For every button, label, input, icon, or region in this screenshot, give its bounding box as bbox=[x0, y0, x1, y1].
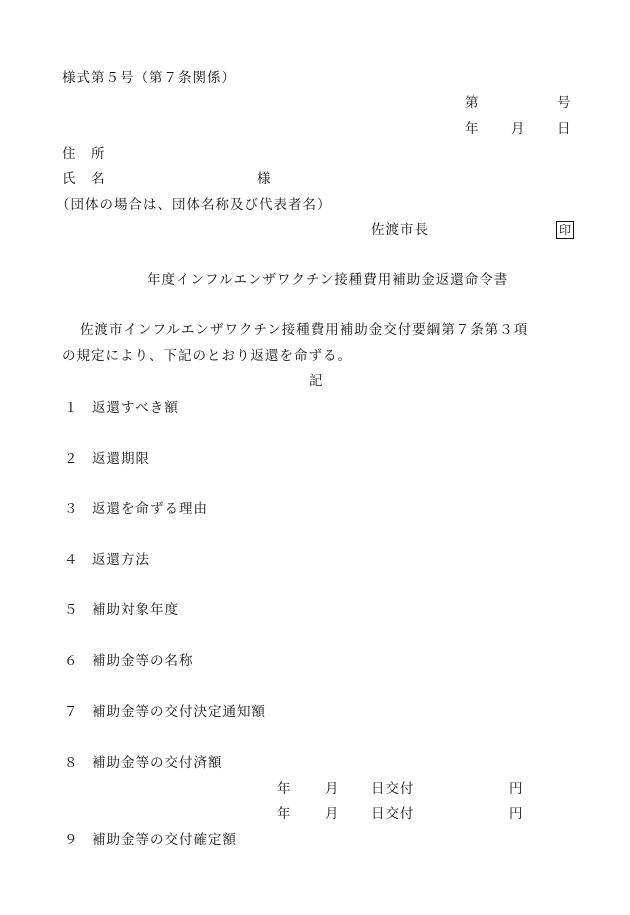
doc-number-prefix: 第 bbox=[465, 95, 480, 111]
name-label: 氏 名 bbox=[62, 171, 106, 187]
item-number: ８ bbox=[64, 755, 79, 771]
payment-year-label: 年 bbox=[277, 806, 292, 822]
item-label: 返還を命ずる理由 bbox=[92, 501, 208, 517]
form-label: 様式第５号（第７条関係） bbox=[62, 70, 236, 86]
doc-number-suffix: 号 bbox=[557, 95, 572, 111]
item-label: 返還方法 bbox=[92, 552, 150, 568]
date-year-label: 年 bbox=[465, 121, 480, 137]
issuer-title: 佐渡市長 bbox=[371, 222, 429, 238]
item-number: ４ bbox=[64, 552, 79, 568]
item-label: 補助対象年度 bbox=[92, 602, 179, 618]
address-label: 住 所 bbox=[62, 146, 106, 162]
item-number: ９ bbox=[64, 832, 79, 848]
body-line-1: 佐渡市インフルエンザワクチン接種費用補助金交付要綱第７条第３項 bbox=[80, 322, 529, 338]
document-title: 年度インフルエンザワクチン接種費用補助金返還命令書 bbox=[147, 272, 509, 288]
ki-heading: 記 bbox=[309, 373, 324, 389]
item-label: 補助金等の交付決定通知額 bbox=[92, 704, 266, 720]
item-label: 補助金等の名称 bbox=[92, 653, 194, 669]
payment-day-label: 日交付 bbox=[371, 781, 415, 797]
item-number: １ bbox=[64, 400, 79, 416]
payment-yen-label: 円 bbox=[509, 806, 524, 822]
item-number: ３ bbox=[64, 501, 79, 517]
payment-month-label: 月 bbox=[325, 806, 340, 822]
item-number: ５ bbox=[64, 602, 79, 618]
item-number: ６ bbox=[64, 653, 79, 669]
item-label: 補助金等の交付確定額 bbox=[92, 832, 237, 848]
payment-day-label: 日交付 bbox=[371, 806, 415, 822]
item-number: ２ bbox=[64, 451, 79, 467]
item-number: ７ bbox=[64, 704, 79, 720]
item-label: 返還期限 bbox=[92, 451, 150, 467]
date-day-label: 日 bbox=[557, 121, 572, 137]
recipient-note: （団体の場合は、団体名称及び代表者名） bbox=[56, 197, 332, 213]
seal-stamp: 印 bbox=[556, 221, 574, 239]
payment-year-label: 年 bbox=[277, 781, 292, 797]
payment-yen-label: 円 bbox=[509, 781, 524, 797]
honorific: 様 bbox=[257, 171, 272, 187]
payment-month-label: 月 bbox=[325, 781, 340, 797]
item-label: 補助金等の交付済額 bbox=[92, 755, 223, 771]
item-label: 返還すべき額 bbox=[92, 400, 179, 416]
date-month-label: 月 bbox=[511, 121, 526, 137]
body-line-2: の規定により、下記のとおり返還を命ずる。 bbox=[62, 348, 352, 364]
